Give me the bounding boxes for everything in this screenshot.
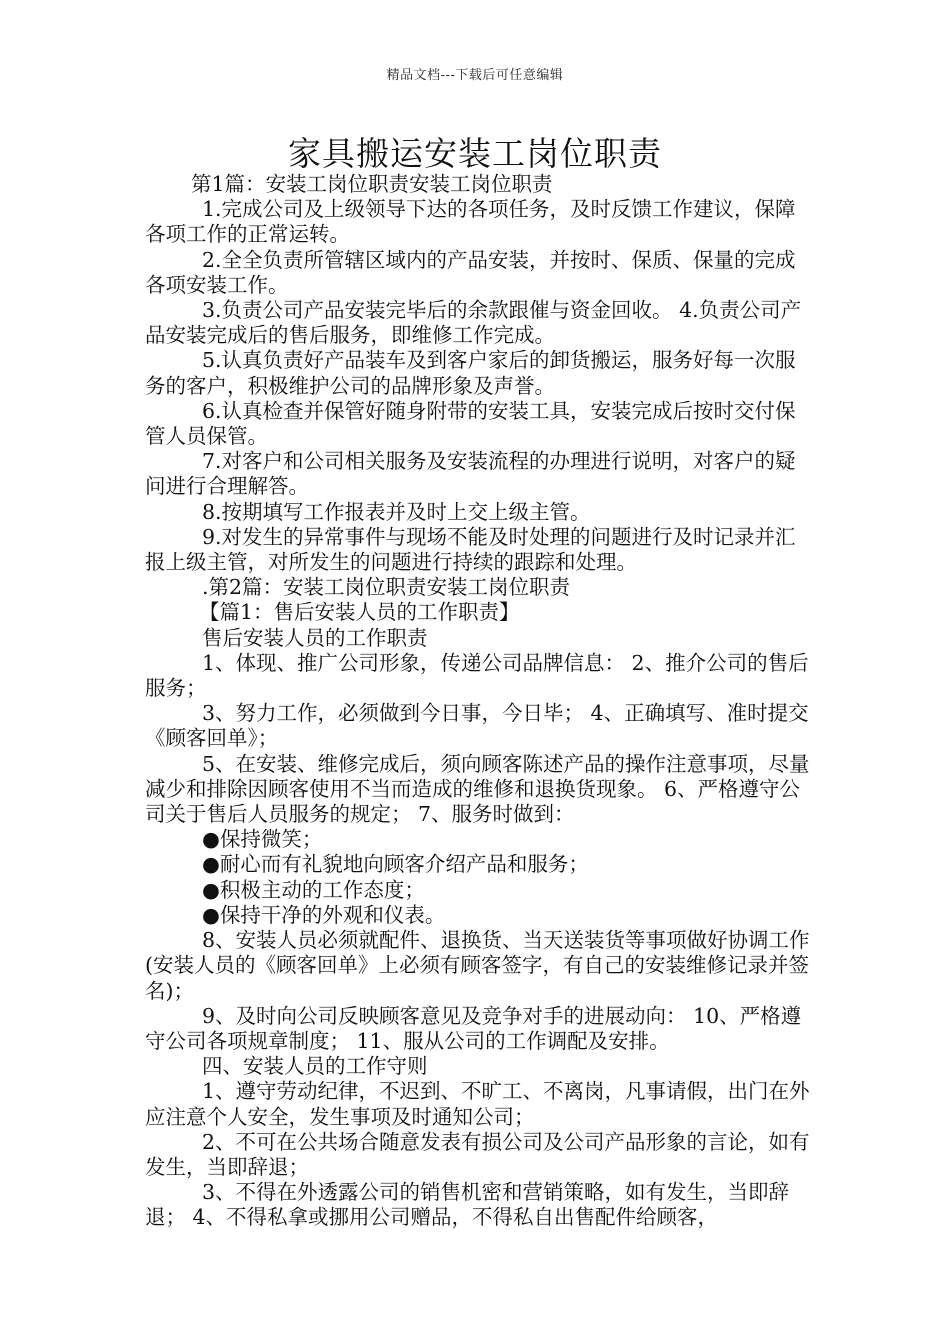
paragraph: 3.负责公司产品安装完毕后的余款跟催与资金回收。 4.负责公司产品安装完成后的售后服务，即维修工作完成。	[145, 298, 802, 348]
paragraph: 3、努力工作，必须做到今日事，今日毕； 4、正确填写、准时提交《顾客回单》；	[145, 701, 809, 751]
paragraph: 第1篇：安装工岗位职责安装工岗位职责	[191, 172, 553, 196]
paragraph: 2.全全负责所管辖区域内的产品安装，并按时、保质、保量的完成各项安装工作。	[145, 247, 796, 297]
paragraph: 四、安装人员的工作守则	[202, 1054, 428, 1079]
paragraph: 3、不得在外透露公司的销售机密和营销策略，如有发生，当即辞退； 4、不得私拿或挪用公司赠品，不得私自出售配件给顾客，	[145, 1180, 790, 1230]
bullet-item: ●保持干净的外观和仪表。	[202, 902, 446, 927]
paragraph: 1.完成公司及上级领导下达的各项任务，及时反馈工作建议，保障各项工作的正常运转。	[145, 197, 796, 247]
paragraph: 2、不可在公共场合随意发表有损公司及公司产品形象的言论，如有发生，当即辞退；	[145, 1129, 810, 1179]
paragraph: 【篇1：售后安装人员的工作职责】	[199, 600, 520, 625]
bullet-item: ●保持微笑；	[202, 827, 323, 852]
page-header: 精品文档---下载后可任意编辑	[386, 68, 564, 83]
bullet-item: ●耐心而有礼貌地向顾客介绍产品和服务；	[202, 852, 589, 877]
paragraph: 5.认真负责好产品装车及到客户家后的卸货搬运，服务好每一次服务的客户，积极维护公司的品牌形象及声誉。	[145, 348, 796, 398]
document-title: 家具搬运安装工岗位职责	[288, 134, 662, 173]
paragraph: 9、及时向公司反映顾客意见及竞争对手的进展动向： 10、严格遵守公司各项规章制度； 11、服从公司的工作调配及安排。	[145, 1003, 802, 1053]
paragraph: 1、体现、推广公司形象，传递公司品牌信息： 2、推介公司的售后服务；	[145, 650, 809, 701]
paragraph: .第2篇：安装工岗位职责安装工岗位职责	[202, 575, 571, 600]
paragraph: 9.对发生的异常事件与现场不能及时处理的问题进行及时记录并汇报上级主管，对所发生的问题进行持续的跟踪和处理。	[145, 524, 796, 575]
paragraph: 8.按期填写工作报表并及时上交上级主管。	[202, 499, 591, 524]
paragraph: 8、安装人员必须就配件、退换货、当天送装货等事项做好协调工作(安装人员的《顾客回单》上必须有顾客签字，有自己的安装维修记录并签名)；	[145, 928, 810, 1003]
bullet-item: ●积极主动的工作态度；	[202, 877, 425, 902]
paragraph: 6.认真检查并保管好随身附带的安装工具，安装完成后按时交付保管人员保管。	[145, 398, 796, 449]
paragraph: 5、在安装、维修完成后，须向顾客陈述产品的操作注意事项，尽量减少和排除因顾客使用不当而造成的维修和退换货现象。 6、严格遵守公司关于售后人员服务的规定； 7、服务时做到：	[145, 751, 810, 827]
document-body	[145, 172, 815, 1231]
paragraph: 售后安装人员的工作职责	[202, 625, 428, 650]
paragraph: 1、遵守劳动纪律，不迟到、不旷工、不离岗，凡事请假，出门在外应注意个人安全，发生事项及时通知公司；	[145, 1079, 810, 1129]
paragraph: 7.对客户和公司相关服务及安装流程的办理进行说明，对客户的疑问进行合理解答。	[145, 449, 796, 499]
